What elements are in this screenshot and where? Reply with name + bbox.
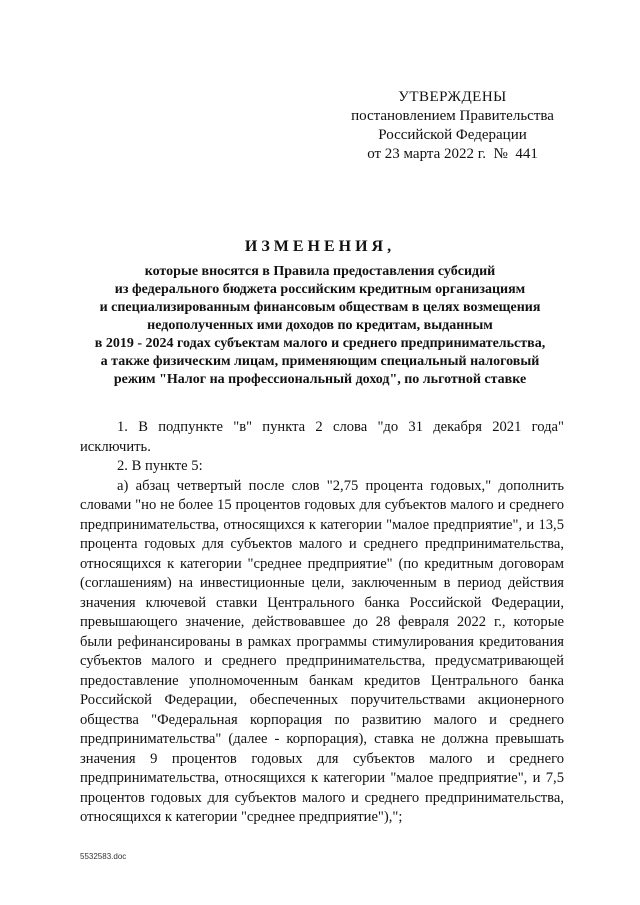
document-body bbox=[80, 418, 564, 828]
paragraph-item-1: 1. В подпункте "в" пункта 2 слова "до 31 декабря 2021 года" исключить. bbox=[80, 419, 564, 455]
subtitle-line: режим "Налог на профессиональный доход", по льготной ставке bbox=[113, 372, 527, 387]
subtitle-line: в 2019 - 2024 годах субъектам малого и среднего предпринимательства, bbox=[94, 336, 546, 351]
subtitle-line: и специализированным финансовым обществам в целях возмещения bbox=[99, 300, 541, 315]
paragraph-subitem-a: а) абзац четвертый после слов "2,75 процента годовых," дополнить словами "но не более 15 процентов годовых для субъектов малого и среднего предпринимательства, относящихся к категории "малое предприятие", и 13,5 процента годовых для субъектов малого и среднего предпринимательства, относящихся к категории "среднее предприятие" (по кредитным договорам (соглашениям) на инвестиционные цели, заключенным в период действия значения ключевой ставки Центрального банка Российской Федерации, превышающего значение, действовавшее до 28 февраля 2022 г., которые были рефинансированы в рамках программы стимулирования кредитования субъектов малого и среднего предпринимательства, предусматривающей предоставление уполномоченным банкам кредитов Центрального банка Российской Федерации, обеспеченных поручительствами акционерного общества "Федеральная корпорация по развитию малого и среднего предпринимательства" (далее - корпорация), ставка не должна превышать значения 9 процентов годовых для субъектов малого и среднего предпринимательства, относящихся к категории "малое предприятие", и 7,5 процентов годовых для субъектов малого и среднего предпринимательства, относящихся к категории "среднее предприятие"),"; bbox=[80, 477, 564, 825]
subtitle-line: а также физическим лицам, применяющим специальный налоговый bbox=[100, 354, 540, 369]
approval-government-line: Российской Федерации bbox=[378, 127, 527, 143]
paragraph-item-2: 2. В пункте 5: bbox=[117, 458, 203, 474]
approval-date-number-line: от 23 марта 2022 г. № 441 bbox=[367, 146, 538, 162]
approval-title: УТВЕРЖДЕНЫ bbox=[398, 89, 507, 105]
approval-block bbox=[340, 88, 565, 164]
document-title: ИЗМЕНЕНИЯ, bbox=[244, 238, 396, 255]
subtitle-line: из федерального бюджета российским кредитным организациям bbox=[114, 282, 526, 297]
document-subtitle bbox=[60, 263, 580, 389]
subtitle-line: которые вносятся в Правила предоставления субсидий bbox=[144, 264, 496, 279]
file-reference: 5532583.doc bbox=[80, 852, 127, 861]
subtitle-line: недополученных ими доходов по кредитам, выданным bbox=[147, 318, 493, 333]
approval-resolution-line: постановлением Правительства bbox=[351, 108, 554, 124]
